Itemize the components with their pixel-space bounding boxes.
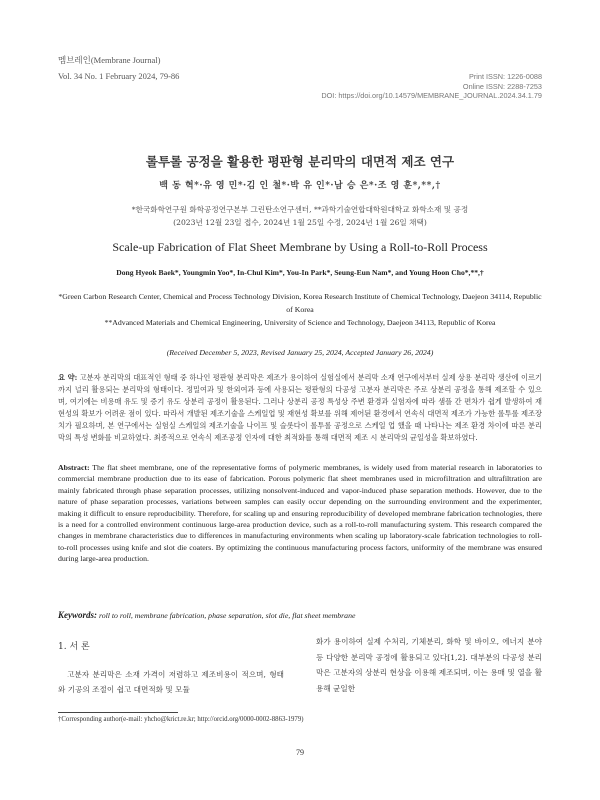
- korean-title: 롤투롤 공정을 활용한 평판형 분리막의 대면적 제조 연구: [145, 154, 455, 169]
- print-issn: Print ISSN: 1226-0088: [468, 72, 542, 81]
- section-heading-introduction: 1. 서 론: [58, 642, 90, 652]
- english-abstract: [58, 462, 542, 565]
- footnote-divider: [58, 712, 178, 713]
- korean-dates: (2023년 12월 23일 접수, 2024년 1월 25일 수정, 2024년 1월 26일 채택): [173, 218, 427, 227]
- english-abstract-label: Abstract:: [58, 463, 90, 472]
- korean-abstract-label: 요 약:: [58, 373, 78, 382]
- body-right-paragraph: 화가 용이하여 실제 수처리, 기체분리, 화학 및 바이오, 에너지 분야 등 다양한 분리막 공정에 활용되고 있다[1,2]. 대부분의 다공성 분리막은 고분자의 상분리 현상을 이용해 제조되며, 이는 용매 및 열을 활용해 균일한: [316, 637, 542, 693]
- english-abstract-text: The flat sheet membrane, one of the representative forms of polymeric membranes, is widely used from material research in laboratories to commercial membrane production due to its ease of fabrication. Porous polymeric flat sheet membranes used in microfiltration and ultrafiltration are mainly fabricated through phase separation processes, utilizing nonsolvent-induced and vapor-induced phase separation methods. However, due to the nature of phase separation processes, variations between samples can easily occur depending on the surrounding environment and the experimenter, making it difficult to ensure reproducibility. Therefore, for scaling up and ensuring reproducibility of developed membrane fabrication technologies, there is a need for a controlled environment continuous large-area production device, such as a roll-to-roll manufacturing system. This research compared the changes in membrane characteristics due to differences in manufacturing environments when scaling up laboratory-scale fabrication technologies to roll-to-roll processes using knife and slot die coaters. By optimizing the continuous manufacturing process factors, uniformity of the membrane was ensured during large-area production.: [58, 463, 542, 564]
- page-number: 79: [296, 748, 304, 757]
- journal-header: [58, 52, 179, 84]
- english-title: Scale-up Fabrication of Flat Sheet Membrane by Using a Roll-to-Roll Process: [112, 240, 488, 254]
- body-left-column: [58, 640, 284, 698]
- korean-affiliation: *한국화학연구원 화학공정연구본부 그린탄소연구센터, **과학기술연합대학원대학교 화학소재 및 공정: [131, 205, 469, 214]
- body-left-paragraph: 고분자 분리막은 소재 가격이 저렴하고 제조비용이 적으며, 형태와 기공의 조절이 쉽고 대면적화 및 모듈: [58, 669, 284, 694]
- body-right-column: [316, 634, 542, 696]
- korean-abstract: [58, 372, 542, 445]
- keywords-label: Keywords:: [58, 610, 97, 620]
- english-affiliation-1: *Green Carbon Research Center, Chemical and Process Technology Division, Korea Research Institute of Chemical Technology, Daejeon 34114, Republic of Korea: [58, 292, 542, 314]
- english-authors: Dong Hyeok Baek*, Youngmin Yoo*, In-Chul Kim*, You-In Park*, Seung-Eun Nam*, and Young Hoon Cho*,**,†: [116, 268, 484, 277]
- english-affiliation-block: [58, 290, 542, 329]
- corresponding-author-footnote: †Corresponding author(e-mail: yhcho@krict.re.kr; http://orcid.org/0000-0002-8863-1979): [58, 716, 304, 723]
- issn-block: [321, 72, 542, 101]
- doi[interactable]: DOI: https://doi.org/10.14579/MEMBRANE_JOURNAL.2024.34.1.79: [321, 91, 542, 100]
- korean-authors: 백 동 혁*·유 영 민*·김 인 철*·박 유 인*·남 승 은*·조 영 훈*,**,†: [159, 181, 441, 191]
- english-affiliation-2: **Advanced Materials and Chemical Engineering, University of Science and Technology, Daejeon 34113, Republic of Korea: [104, 318, 496, 327]
- online-issn: Online ISSN: 2288-7253: [462, 81, 542, 91]
- korean-abstract-text: 고분자 분리막의 대표적인 형태 중 하나인 평판형 분리막은 제조가 용이하여 실험실에서 분리막 소재 연구에서부터 실제 상용 분리막 생산에 이르기까지 널리 활용되는 분리막의 형태이다. 정밀여과 및 한외여과 등에 사용되는 평판형의 다공성 고분자 분리막은 주로 상분리 공정을 통해 제조할 수 있으며, 여기에는 비용매 유도 및 증기 유도 상분리 공정이 활용된다. 그러나 상분리 공정 특성상 주변 환경과 실험자에 따라 샘플 간 편차가 쉽게 발생하여 재현성의 확보가 어려운 점이 있다. 따라서 개발된 제조기술을 스케일업 및 재현성 확보를 위해 제어된 환경에서 연속식 대면적 제조가 가능한 롤투롤 제조장치가 필요하며, 본 연구에서는 실험실 스케일의 제조기술을 나이프 및 슬롯다이 롤투롤 공정으로 스케일 업 했을 때 나타나는 제조 환경 차이에 따른 분리막의 특성 변화를 비교하였다. 최종적으로 연속식 제조공정 인자에 대한 최적화를 통해 대면적 제조 시 분리막의 균일성을 확보하였다.: [58, 373, 542, 443]
- keywords: [58, 610, 542, 620]
- korean-affiliation-block: [58, 203, 542, 229]
- journal-volume: Vol. 34 No. 1 February 2024, 79-86: [58, 71, 180, 81]
- keywords-text: roll to roll, membrane fabrication, phase separation, slot die, flat sheet membrane: [98, 611, 356, 620]
- journal-name: 멤브레인(Membrane Journal): [58, 55, 161, 65]
- received-dates: (Received December 5, 2023, Revised January 25, 2024, Accepted January 26, 2024): [166, 348, 434, 357]
